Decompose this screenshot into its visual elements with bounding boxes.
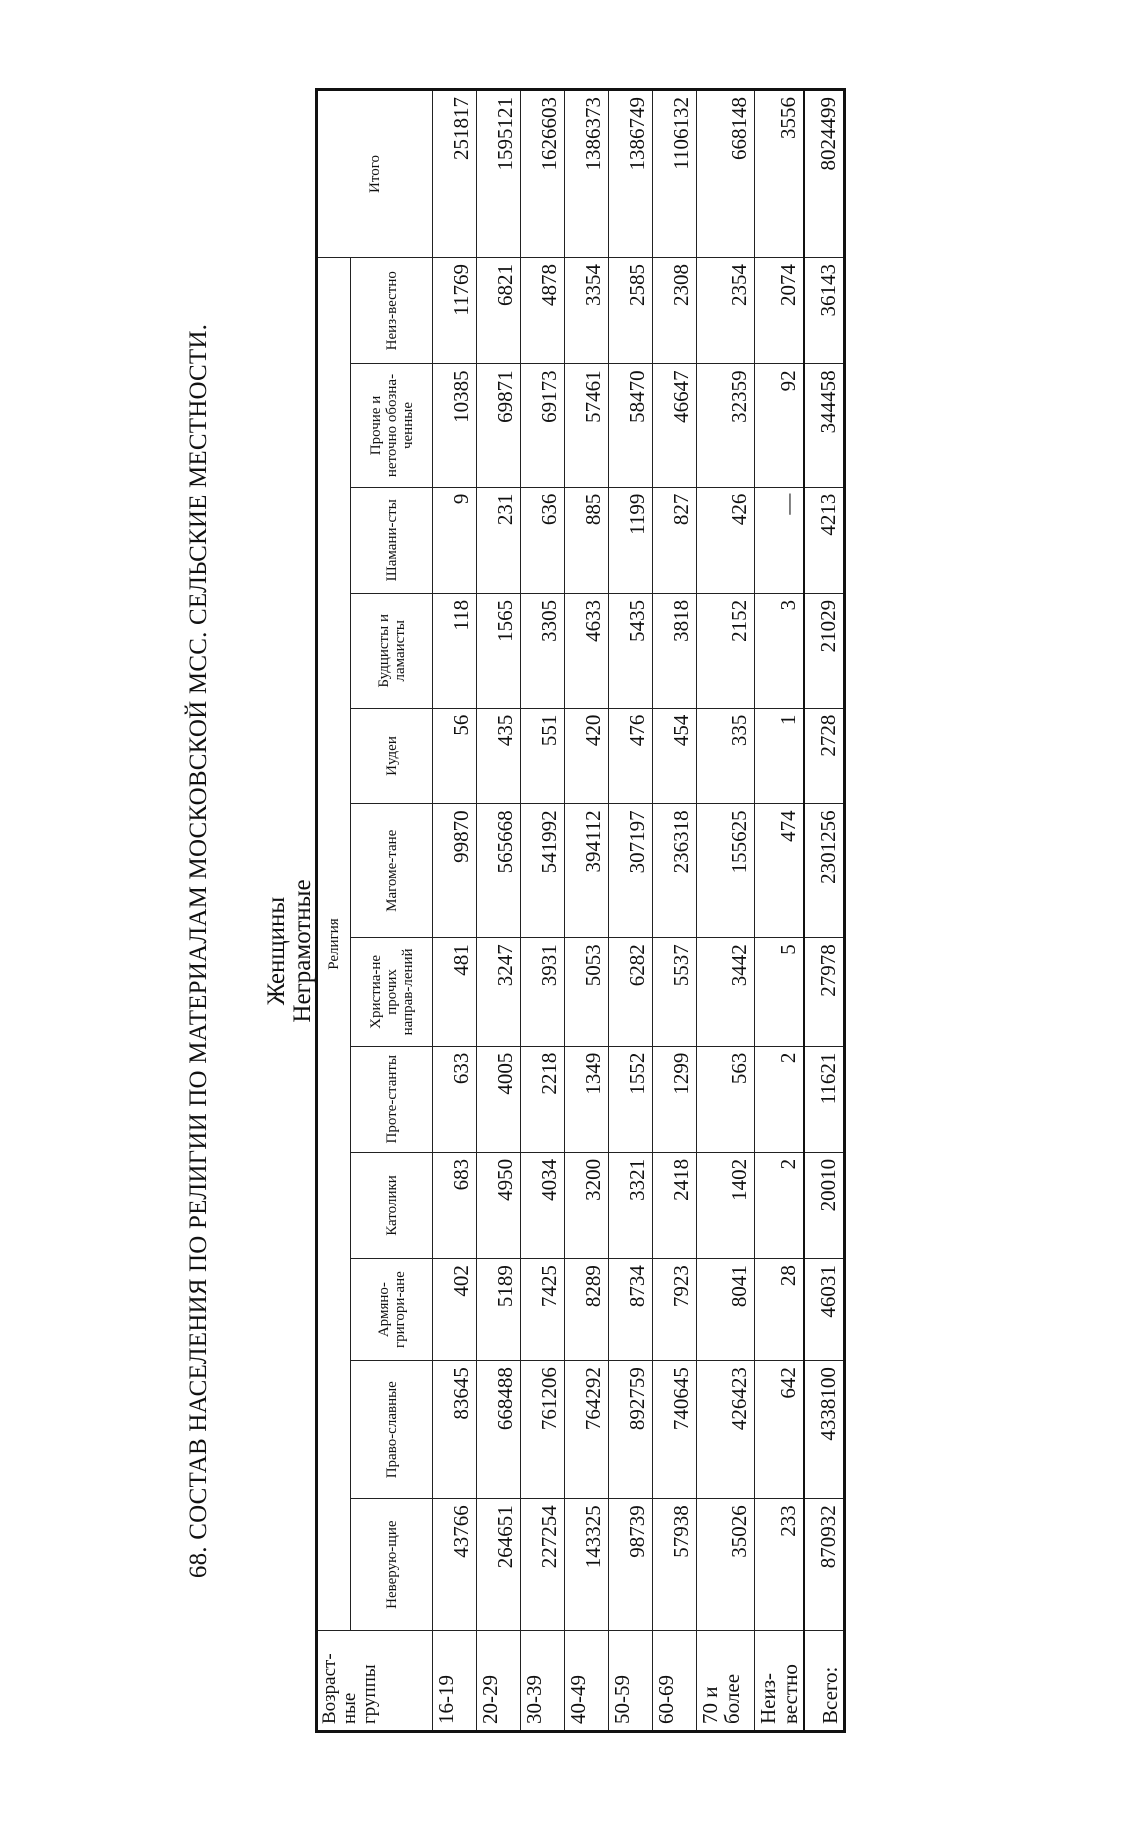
value-cell: 251817 [433,90,477,258]
value-cell: 5053 [565,938,609,1046]
value-cell: 2 [755,1046,805,1152]
value-cell: 43766 [433,1499,477,1631]
value-cell: 1626603 [521,90,565,258]
value-cell: 57938 [653,1499,697,1631]
value-cell: 27978 [804,938,844,1046]
table-row [653,90,697,1732]
column-header: Итого [317,90,433,258]
value-cell: 2 [755,1152,805,1258]
value-cell: 35026 [697,1499,755,1631]
value-cell: 2354 [697,258,755,364]
value-cell: 1349 [565,1046,609,1152]
column-header: Проте-станты [351,1046,433,1152]
value-cell: 2218 [521,1046,565,1152]
age-group-cell: 60-69 [653,1631,697,1732]
value-cell: 1552 [609,1046,653,1152]
value-cell: 56 [433,708,477,804]
value-cell: 5435 [609,593,653,708]
value-cell: 1199 [609,487,653,593]
value-cell: 11769 [433,258,477,364]
value-cell: 1402 [697,1152,755,1258]
value-cell: 1386749 [609,90,653,258]
value-cell: 8041 [697,1259,755,1361]
value-cell: 307197 [609,804,653,938]
value-cell: 20010 [804,1152,844,1258]
value-cell: 344458 [804,364,844,487]
value-cell: 885 [565,487,609,593]
value-cell: 7923 [653,1259,697,1361]
column-header: Будцисты и ламаисты [351,593,433,708]
value-cell: 870932 [804,1499,844,1631]
age-group-cell: Неиз-вестно [755,1631,805,1732]
column-header: Христиа-не прочих направ-лений [351,938,433,1046]
value-cell: 3305 [521,593,565,708]
age-group-cell: Всего: [804,1631,844,1732]
value-cell: 1 [755,708,805,804]
value-cell: 2585 [609,258,653,364]
value-cell: 3354 [565,258,609,364]
value-cell: 761206 [521,1361,565,1499]
value-cell: 7425 [521,1259,565,1361]
value-cell: 36143 [804,258,844,364]
table-row [755,90,805,1732]
value-cell: 99870 [433,804,477,938]
value-cell: 3200 [565,1152,609,1258]
table-row [433,90,477,1732]
table-row [609,90,653,1732]
value-cell: 2728 [804,708,844,804]
value-cell: 636 [521,487,565,593]
column-header: Армяно-григори-ане [351,1259,433,1361]
column-header: Прочие и неточно обозна-ченные [351,364,433,487]
value-cell: 740645 [653,1361,697,1499]
value-cell: 394112 [565,804,609,938]
value-cell: 565668 [477,804,521,938]
value-cell: 264651 [477,1499,521,1631]
value-cell: 2418 [653,1152,697,1258]
value-cell: 6282 [609,938,653,1046]
column-header: Иудеи [351,708,433,804]
value-cell: 233 [755,1499,805,1631]
value-cell: 46647 [653,364,697,487]
value-cell: 481 [433,938,477,1046]
value-cell: 668488 [477,1361,521,1499]
value-cell: 4005 [477,1046,521,1152]
value-cell: 57461 [565,364,609,487]
value-cell: 426 [697,487,755,593]
value-cell: 474 [755,804,805,938]
page-title: 68. СОСТАВ НАСЕЛЕНИЯ ПО РЕЛИГИИ ПО МАТЕРИАЛАМ МОСКОВСКОЙ МСС. СЕЛЬСКИЕ МЕСТНОСТИ. [185,323,212,1579]
value-cell: 46031 [804,1259,844,1361]
table-row [477,90,521,1732]
value-cell: 2152 [697,593,755,708]
subtitle-literacy: Неграмотные [289,879,316,1023]
value-cell: 3818 [653,593,697,708]
value-cell: 92 [755,364,805,487]
value-cell: 227254 [521,1499,565,1631]
value-cell: 28 [755,1259,805,1361]
value-cell: 8289 [565,1259,609,1361]
value-cell: 426423 [697,1361,755,1499]
value-cell: 3556 [755,90,805,258]
value-cell: 5189 [477,1259,521,1361]
value-cell: 827 [653,487,697,593]
value-cell: 1595121 [477,90,521,258]
value-cell: 3 [755,593,805,708]
value-cell: 8734 [609,1259,653,1361]
value-cell: 2074 [755,258,805,364]
value-cell: 5 [755,938,805,1046]
age-group-cell: 16-19 [433,1631,477,1732]
value-cell: 8024499 [804,90,844,258]
value-cell: 58470 [609,364,653,487]
value-cell: 642 [755,1361,805,1499]
column-header: Шамани-сты [351,487,433,593]
value-cell: 435 [477,708,521,804]
value-cell: 335 [697,708,755,804]
value-cell: 4338100 [804,1361,844,1499]
column-header: Право-славные [351,1361,433,1499]
religion-table [315,88,846,1733]
value-cell: 11621 [804,1046,844,1152]
value-cell: 2301256 [804,804,844,938]
column-header: Католики [351,1152,433,1258]
value-cell: 236318 [653,804,697,938]
column-header: Магоме-тане [351,804,433,938]
value-cell: 3247 [477,938,521,1046]
value-cell: 420 [565,708,609,804]
value-cell: 4950 [477,1152,521,1258]
table-body [433,90,845,1732]
table-row [565,90,609,1732]
value-cell: 6821 [477,258,521,364]
value-cell: 4034 [521,1152,565,1258]
total-row [804,90,844,1732]
value-cell: 454 [653,708,697,804]
value-cell: 69871 [477,364,521,487]
value-cell: 155625 [697,804,755,938]
value-cell: 1299 [653,1046,697,1152]
table-row [697,90,755,1732]
value-cell: 9 [433,487,477,593]
value-cell: 541992 [521,804,565,938]
value-cell: 69173 [521,364,565,487]
value-cell: 892759 [609,1361,653,1499]
value-cell: 764292 [565,1361,609,1499]
table-row [521,90,565,1732]
value-cell: 3442 [697,938,755,1046]
value-cell: 563 [697,1046,755,1152]
value-cell: 10385 [433,364,477,487]
value-cell: 476 [609,708,653,804]
value-cell: 3931 [521,938,565,1046]
value-cell: — [755,487,805,593]
value-cell: 83645 [433,1361,477,1499]
value-cell: 4633 [565,593,609,708]
age-group-cell: 50-59 [609,1631,653,1732]
value-cell: 32359 [697,364,755,487]
value-cell: 2308 [653,258,697,364]
subtitle-sex: Женщины [263,896,290,1006]
value-cell: 1386373 [565,90,609,258]
value-cell: 668148 [697,90,755,258]
value-cell: 402 [433,1259,477,1361]
value-cell: 118 [433,593,477,708]
value-cell: 3321 [609,1152,653,1258]
religion-header: Религия [317,258,351,1631]
value-cell: 98739 [609,1499,653,1631]
age-group-cell: 30-39 [521,1631,565,1732]
value-cell: 231 [477,487,521,593]
value-cell: 4878 [521,258,565,364]
value-cell: 683 [433,1152,477,1258]
value-cell: 4213 [804,487,844,593]
value-cell: 1106132 [653,90,697,258]
age-group-header: Возраст-ные группы [317,1631,433,1732]
age-group-cell: 40-49 [565,1631,609,1732]
value-cell: 551 [521,708,565,804]
column-header: Неверую-щие [351,1499,433,1631]
age-group-cell: 70 и более [697,1631,755,1732]
value-cell: 5537 [653,938,697,1046]
column-header: Неиз-вестно [351,258,433,364]
value-cell: 21029 [804,593,844,708]
value-cell: 633 [433,1046,477,1152]
value-cell: 143325 [565,1499,609,1631]
age-group-cell: 20-29 [477,1631,521,1732]
value-cell: 1565 [477,593,521,708]
